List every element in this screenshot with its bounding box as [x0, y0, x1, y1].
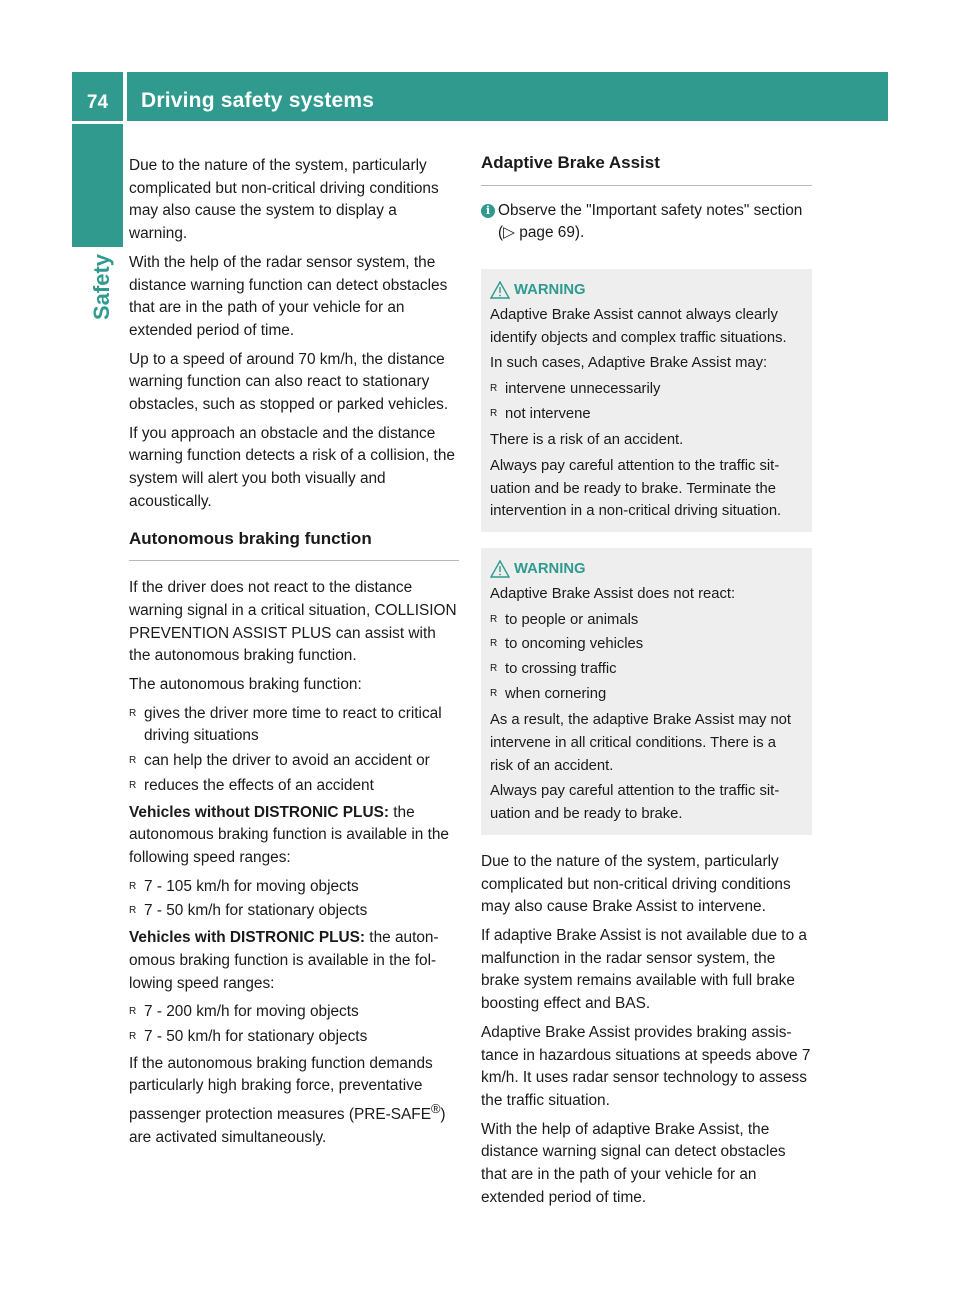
bullet-icon: R	[129, 880, 137, 892]
bullet-icon: R	[129, 1030, 137, 1042]
paragraph: Vehicles without DISTRONIC PLUS: the autonomous braking function is available in the following speed ranges:	[129, 803, 449, 866]
paragraph: As a result, the adaptive Brake Assist may not intervene in all critical conditions. There is a risk of an accident.	[490, 712, 792, 774]
section-title: Driving safety systems	[141, 89, 375, 112]
warning-box	[481, 548, 812, 835]
bullet-list	[490, 609, 803, 706]
left-column	[129, 155, 459, 1156]
list-item: R reduces the effects of an accident	[129, 775, 459, 798]
bullet-list	[129, 1001, 459, 1048]
list-item: R to people or animals	[490, 609, 803, 632]
page-number-box	[72, 72, 123, 121]
warning-title: WARNING	[514, 282, 586, 299]
paragraph: Due to the nature of the system, particularly complicated but non-critical driving conditions may also cause Brake Assist to intervene.	[481, 852, 791, 916]
paragraph: Due to the nature of the system, particularly complicated but non-critical driving conditions may also cause the system to display a warning.	[129, 157, 439, 243]
bullet-icon: R	[490, 638, 498, 650]
paragraph: Up to a speed of around 70 km/h, the distance warning function can also react to stationary obstacles, such as stopped or parked vehicles.	[129, 350, 449, 414]
list-item: R 7 - 200 km/h for moving objects	[129, 1001, 459, 1024]
paragraph: Vehicles with DISTRONIC PLUS: the autonomous braking function is available in the following speed ranges:	[129, 929, 439, 992]
bullet-icon: R	[129, 1006, 137, 1018]
warning-box	[481, 269, 812, 532]
list-item: R 7 - 50 km/h for stationary objects	[129, 1026, 459, 1049]
list-item: R can help the driver to avoid an accident or	[129, 750, 459, 773]
paragraph: If you approach an obstacle and the distance warning function detects a risk of a collision, the system will alert you both visually and acoustically.	[129, 424, 455, 510]
warning-title: WARNING	[514, 561, 586, 578]
paragraph: In such cases, Adaptive Brake Assist may:	[490, 355, 768, 372]
list-item: R to crossing traffic	[490, 658, 803, 681]
list-item: R 7 - 105 km/h for moving objects	[129, 876, 459, 899]
paragraph: There is a risk of an accident.	[490, 432, 684, 449]
paragraph: Always pay careful attention to the traffic situation and be ready to brake.	[490, 783, 780, 823]
page-number: 74	[86, 92, 109, 113]
paragraph: With the help of the radar sensor system, the distance warning function can detect obstacles that are in the path of your vehicle for an extended period of time.	[129, 253, 448, 339]
list-item: R 7 - 50 km/h for stationary objects	[129, 900, 459, 923]
bullet-list	[129, 876, 459, 923]
bullet-icon: R	[129, 755, 137, 767]
bullet-icon: R	[490, 613, 498, 625]
section-heading: Autonomous braking function	[129, 528, 459, 562]
paragraph: If adaptive Brake Assist is not available due to a malfunction in the radar sensor system, the brake system remains available with full brake boosting effect and BAS.	[481, 926, 807, 1013]
warning-triangle-icon	[490, 560, 510, 578]
info-icon: i	[481, 204, 495, 218]
list-item: R intervene unnecessarily	[490, 378, 803, 401]
paragraph: Adaptive Brake Assist cannot always clearly identify objects and complex traffic situations.	[490, 306, 787, 346]
list-item: R to oncoming vehicles	[490, 633, 803, 656]
list-item: R when cornering	[490, 683, 803, 706]
list-item: R gives the driver more time to react to critical driving situations	[129, 704, 442, 745]
bullet-list	[129, 703, 459, 798]
bullet-list	[490, 378, 803, 425]
paragraph: Adaptive Brake Assist does not react:	[490, 585, 736, 602]
sidebar-tab	[72, 124, 123, 247]
bullet-icon: R	[490, 407, 498, 419]
bullet-icon: R	[490, 687, 498, 699]
header-bar	[127, 72, 888, 121]
list-item: R not intervene	[490, 403, 803, 426]
paragraph: If the autonomous braking function demands particularly high braking force, preventative passenger protection measures (PRE-SAFE®) are activated simultaneously.	[129, 1054, 446, 1146]
bullet-icon: R	[129, 779, 137, 791]
paragraph: If the driver does not react to the distance warning signal in a critical situation, COLLISION PREVENTION ASSIST PLUS can assist with the autonomous braking function.	[129, 579, 457, 665]
warning-triangle-icon	[490, 281, 510, 299]
paragraph: The autonomous braking function:	[129, 676, 362, 694]
bullet-icon: R	[129, 707, 137, 719]
paragraph: Adaptive Brake Assist provides braking assistance in hazardous situations at speeds above 7 km/h. It uses radar sensor technology to assess the traffic situation.	[481, 1023, 811, 1109]
section-heading: Adaptive Brake Assist	[481, 152, 812, 186]
bullet-icon: R	[490, 382, 498, 394]
page-ref-arrow-icon: ▷	[503, 224, 515, 242]
sidebar-label: Safety	[89, 253, 114, 320]
bullet-icon: R	[490, 662, 498, 674]
right-column	[481, 152, 812, 1215]
paragraph: Always pay careful attention to the traffic situation and be ready to brake. Terminate the intervention in a non-critical driving situation.	[490, 458, 782, 520]
paragraph: With the help of adaptive Brake Assist, the distance warning signal can detect obstacles that are in the path of your vehicle for an extended period of time.	[481, 1120, 786, 1206]
info-note: i Observe the "Important safety notes" section (▷ page 69).	[481, 200, 812, 245]
bullet-icon: R	[129, 905, 137, 917]
